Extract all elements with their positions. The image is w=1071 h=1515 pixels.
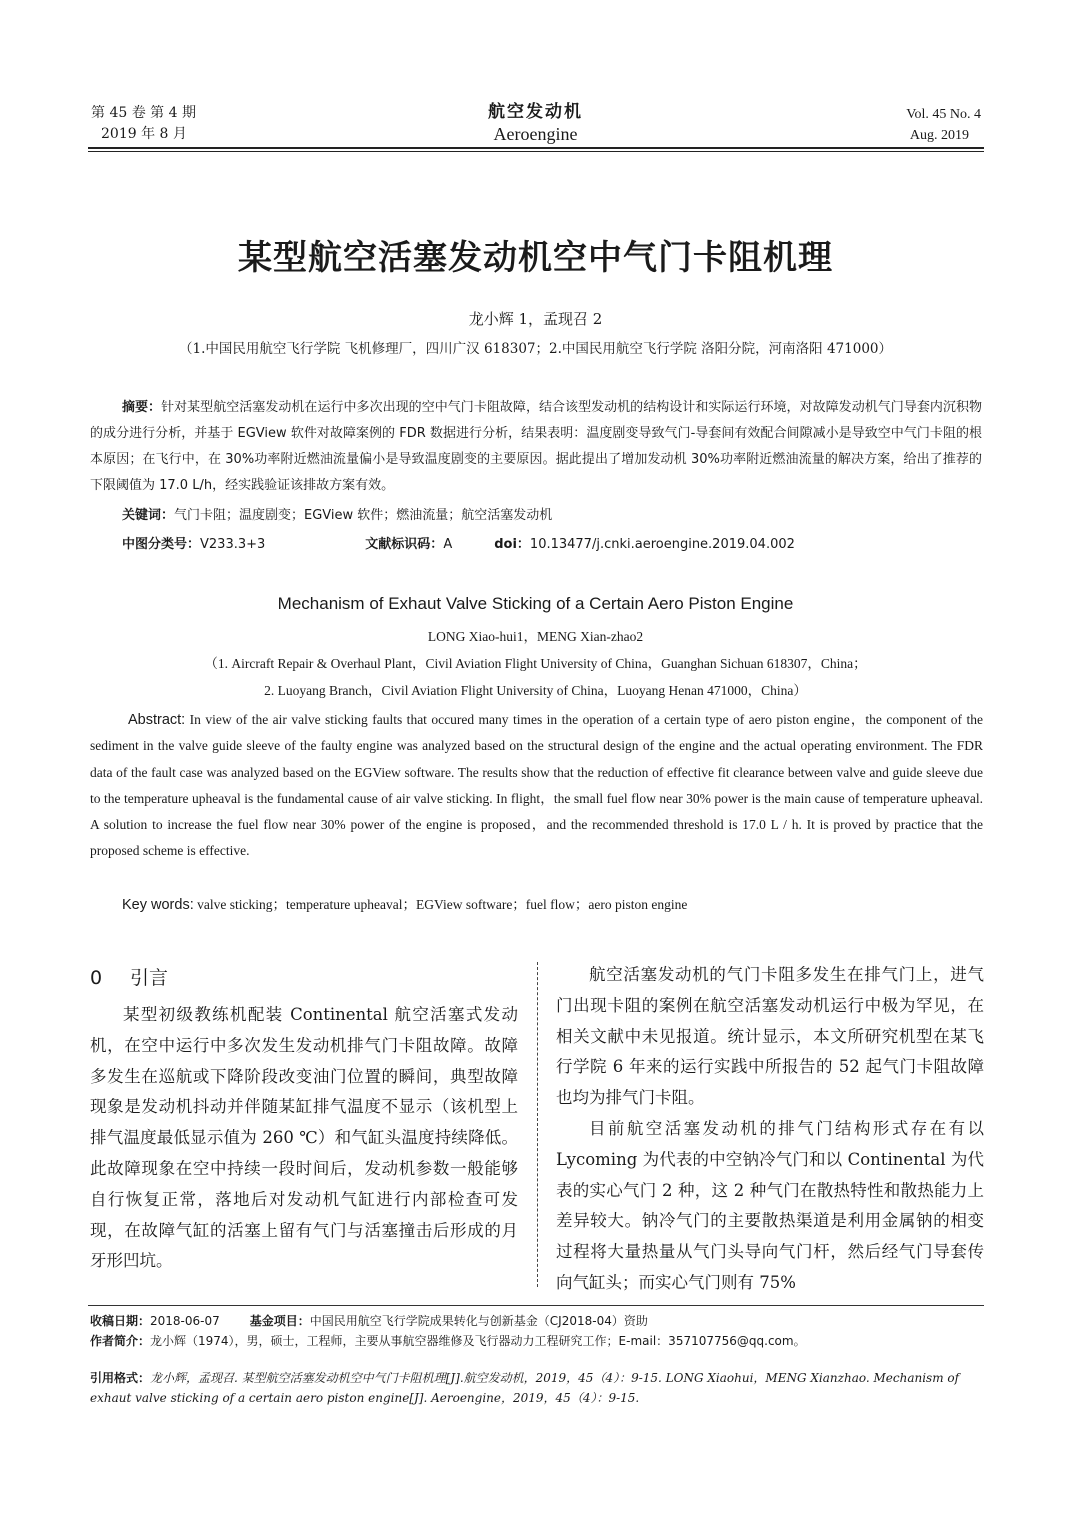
keywords-en-text: valve sticking；temperature upheaval；EGView software；fuel flow；aero piston engine [197, 897, 688, 912]
footnote-rule [88, 1305, 984, 1306]
doc-code-label: 文献标识码： [365, 537, 444, 552]
english-title: Mechanism of Exhaut Valve Sticking of a Certain Aero Piston Engine [277, 594, 794, 613]
keywords-cn [122, 505, 552, 527]
doc-code-value: A [443, 537, 453, 552]
header-rule-thick [88, 147, 984, 149]
affiliation: （1.中国民用航空飞行学院 飞机修理厂，四川广汉 618307；2.中国民用航空飞行学院 洛阳分院，河南洛阳 471000） [179, 341, 892, 357]
body-column-right [556, 960, 984, 1299]
citation-text: 龙小辉，孟现召. 某型航空活塞发动机空中气门卡阻机理[J].航空发动机，2019，45（4）：9-15. LONG Xiaohui，MENG Xianzhao. Mechanism of exhaut valve sticking of a certain aero piston engine[J]. Aeroengine，2019，45（4）：9-15. [90, 1371, 960, 1405]
abstract-en [90, 707, 983, 865]
volume-issue: 第 45 卷 第 4 期 [91, 105, 196, 121]
keywords-cn-label: 关键词： [122, 508, 175, 523]
volume-issue-en: Vol. 45 No. 4 [906, 107, 981, 122]
paper-title: 某型航空活塞发动机空中气门卡阻机理 [238, 238, 833, 278]
journal-name-cn: 航空发动机 [488, 102, 583, 122]
doi-label: doi： [494, 537, 530, 552]
abstract-cn [90, 395, 982, 499]
keywords-en-label: Key words: [122, 897, 194, 913]
citation-label: 引用格式： [90, 1371, 151, 1385]
body-column-left [90, 1000, 518, 1277]
clc-label: 中图分类号： [122, 537, 201, 552]
author-bio-value: 龙小辉（1974），男，硕士，工程师，主要从事航空器维修及飞行器动力工程研究工作；E-mail：357107756@qq.com。 [150, 1334, 806, 1348]
abstract-cn-text: 针对某型航空活塞发动机在运行中多次出现的空中气门卡阻故障，结合该型发动机的结构设计和实际运行环境，对故障发动机气门导套内沉积物的成分进行分析，并基于 EGView 软件对故障案例的 FDR 数据进行分析，结果表明：温度剧变导致气门-导套间有效配合间隙减小是导致空中气门卡阻的根本原因；在飞行中，在 30%功率附近燃油流量偏小是导致温度剧变的主要原因。据此提出了增加发动机 30%功率附近燃油流量的解决方案，给出了推荐的下限阈值为 17.0 L/h，经实践验证该排故方案有效。 [90, 400, 982, 493]
section-heading [90, 963, 168, 990]
author-bio-label: 作者简介： [90, 1334, 151, 1348]
paragraph: 目前航空活塞发动机的排气门结构形式存在有以 Lycoming 为代表的中空钠冷气门和以 Continental 为代表的实心气门 2 种，这 2 种气门在散热特性和散热能力上差异较大。钠冷气门的主要散热渠道是利用金属钠的相变过程将大量热量从气门头导向气门杆，然后经气门导套传向气缸头；而实心气门则有 75% [556, 1118, 984, 1292]
issue-info-en [906, 104, 981, 146]
issue-date-cn: 2019 年 8 月 [101, 126, 187, 142]
footnote-received-fund [90, 1311, 984, 1331]
keywords-en [122, 893, 687, 913]
clc-value: V233.3+3 [200, 537, 266, 552]
classification-line [122, 534, 982, 556]
section-title: 引言 [130, 967, 169, 989]
column-divider [537, 962, 538, 1287]
paragraph: 航空活塞发动机的气门卡阻多发生在排气门上，进气门出现卡阻的案例在航空活塞发动机运行中极为罕见，在相关文献中未见报道。统计显示，本文所研究机型在某飞行学院 6 年来的运行实践中所报告的 52 起气门卡阻故障也均为排气门卡阻。 [556, 965, 984, 1108]
english-authors: LONG Xiao-hui1，MENG Xian-zhao2 [427, 629, 644, 644]
keywords-cn-text: 气门卡阻；温度剧变；EGView 软件；燃油流量；航空活塞发动机 [174, 508, 553, 523]
section-number: 0 [90, 967, 103, 989]
abstract-en-text: In view of the air valve sticking faults that occured many times in the operation of a certain type of aero piston engine，the component of the sediment in the valve guide sleeve of the faulty engine was analyzed based on the structural design of the engine and the actual operating environment. The FDR data of the fault case was analyzed based on the EGView software. The results show that the reduction of effective fit clearance between valve and guide sleeve due to the temperature upheaval is the fundamental cause of air valve sticking. In flight，the small fuel flow near 30% power is the main cause of temperature upheaval. A solution to increase the fuel flow near 30% power of the engine is proposed，and the recommended threshold is 17.0 L / h. It is proved by practice that the proposed scheme is effective. [90, 712, 983, 859]
author-list: 龙小辉 1，孟现召 2 [468, 310, 603, 328]
received-value: 2018-06-07 [150, 1314, 220, 1328]
english-affiliation-2: 2. Luoyang Branch，Civil Aviation Flight University of China，Luoyang Henan 471000，China） [264, 683, 807, 698]
doi-value: 10.13477/j.cnki.aeroengine.2019.04.002 [529, 537, 795, 552]
footnote-author [90, 1331, 984, 1351]
fund-value: 中国民用航空飞行学院成果转化与创新基金（CJ2018-04）资助 [309, 1314, 648, 1328]
header-rule-thin [88, 151, 984, 152]
issue-date-en: Aug. 2019 [909, 128, 969, 143]
paragraph: 某型初级教练机配装 Continental 航空活塞式发动机，在空中运行中多次发生发动机排气门卡阻故障。故障多发生在巡航或下降阶段改变油门位置的瞬间，典型故障现象是发动机抖动并伴随某缸排气温度不显示（该机型上排气温度最低显示值为 260 ℃）和气缸头温度持续降低。此故障现象在空中持续一段时间后，发动机参数一般能够自行恢复正常，落地后对发动机气缸进行内部检查可发现，在故障气缸的活塞上留有气门与活塞撞击后形成的月牙形凹坑。 [90, 1005, 518, 1271]
received-label: 收稿日期： [90, 1314, 151, 1328]
citation-format [90, 1368, 986, 1408]
english-affiliation-1: （1. Aircraft Repair & Overhaul Plant，Civil Aviation Flight University of China，Guanghan Sichuan 618307，China； [204, 656, 867, 671]
abstract-cn-label: 摘要： [122, 400, 162, 415]
journal-name-en: Aeroengine [493, 124, 578, 144]
abstract-en-label: Abstract: [128, 712, 186, 728]
fund-label: 基金项目： [249, 1314, 310, 1328]
